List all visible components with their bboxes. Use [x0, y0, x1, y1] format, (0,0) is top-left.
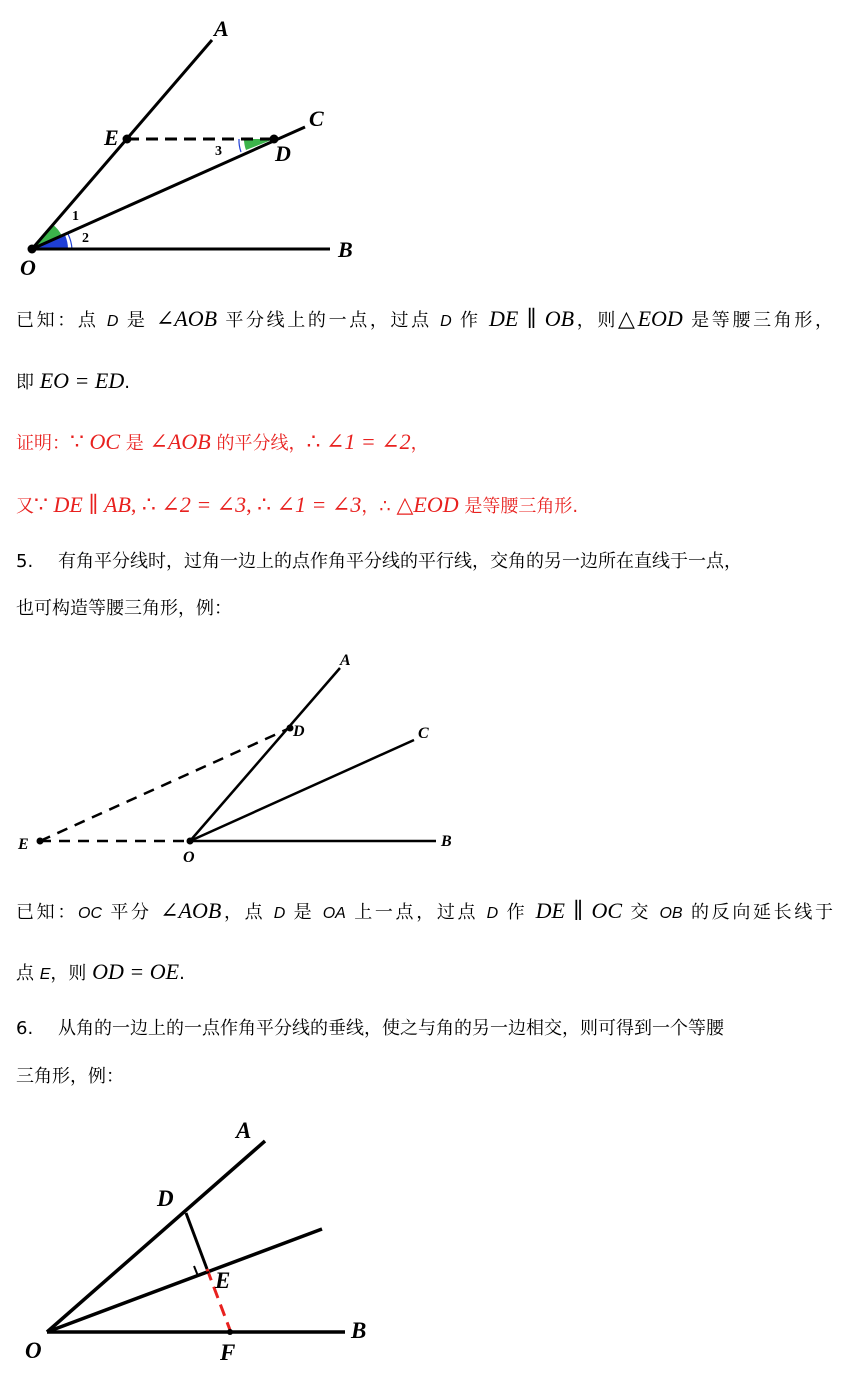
point-e: [37, 838, 44, 845]
ray-oa: [190, 668, 340, 841]
figure-perpendicular-to-bisector: [0, 1110, 400, 1380]
label-c: C: [418, 725, 429, 742]
ray-oa: [47, 1141, 265, 1332]
ray-bisector: [47, 1229, 322, 1332]
label-e: E: [215, 1268, 231, 1293]
item-6-line-2: 三角形，例：: [16, 1066, 124, 1087]
label-b: B: [351, 1318, 367, 1343]
label-e: E: [104, 125, 119, 150]
label-f: F: [220, 1340, 236, 1365]
label-a: A: [236, 1118, 252, 1143]
proof-line-1: 证明：∵ OC 是 ∠AOB 的平分线，∴ ∠1 = ∠2，: [16, 429, 429, 454]
label-a: A: [340, 652, 351, 669]
ray-oc: [32, 127, 305, 249]
proof-line-2: 又∵ DE ∥ AB, ∴ ∠2 = ∠3, ∴ ∠1 = ∠3，∴ △EOD 是等腰三角形.: [16, 492, 579, 517]
label-e: E: [18, 836, 29, 853]
angle-2-arc: [68, 234, 72, 249]
given-statement-1: 已知：点 D 是 ∠AOB 平分线上的一点，过点 D 作 DE ∥ OB，则△EOD 是等腰三角形，: [16, 306, 833, 331]
figure-parallel-to-bisector: [0, 645, 470, 870]
figure-angle-bisector-parallel: [0, 0, 400, 285]
label-a: A: [214, 16, 229, 41]
label-o: O: [183, 849, 195, 866]
item-5-line-2: 也可构造等腰三角形，例：: [16, 598, 232, 619]
item-5-line-1: 5. 有角平分线时，过角一边上的点作角平分线的平行线，交角的另一边所在直线于一点，: [16, 549, 833, 575]
label-d: D: [157, 1186, 174, 1211]
item-5-given-1: 已知：OC 平分 ∠AOB，点 D 是 OA 上一点，过点 D 作 DE ∥ OC 交 OB 的反向延长线于: [16, 898, 833, 923]
segment-de: [186, 1213, 207, 1269]
label-b: B: [441, 833, 452, 850]
segment-de-dashed: [40, 728, 290, 841]
angle-label-3: 3: [215, 144, 222, 159]
label-b: B: [338, 237, 353, 262]
ray-oc: [190, 740, 414, 841]
label-o: O: [25, 1338, 42, 1363]
given-statement-1-cont: 即 EO = ED.: [16, 368, 130, 393]
angle-label-2: 2: [82, 231, 89, 246]
angle-label-1: 1: [72, 209, 79, 224]
angle-3-arc: [239, 139, 241, 152]
label-d: D: [275, 141, 291, 166]
ray-oa: [32, 40, 212, 249]
item-6-number: 6.: [16, 1018, 34, 1039]
label-o: O: [20, 255, 36, 280]
label-d: D: [293, 723, 305, 740]
item-6-line-1: 6. 从角的一边上的一点作角平分线的垂线，使之与角的另一边相交，则可得到一个等腰: [16, 1016, 833, 1042]
label-c: C: [309, 106, 324, 131]
point-f: [227, 1329, 233, 1335]
item-5-given-2: 点 E，则 OD = OE.: [16, 959, 185, 984]
point-o: [28, 245, 37, 254]
point-o: [187, 838, 194, 845]
item-5-number: 5.: [16, 551, 34, 572]
point-e: [123, 135, 132, 144]
